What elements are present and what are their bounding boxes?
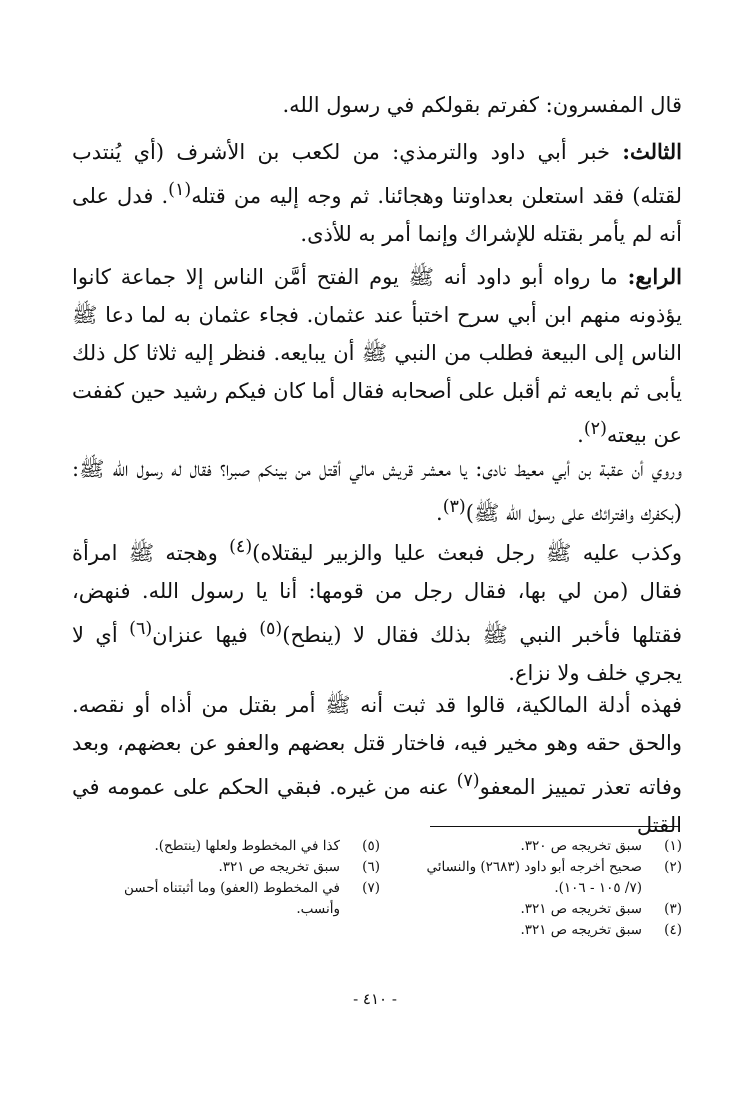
maliki-evidence-paragraph <box>72 686 682 844</box>
page-number: - ٤١٠ - <box>353 990 397 1008</box>
footnote-item <box>410 920 682 941</box>
sixth-text-c: فيها عنزان <box>152 623 260 647</box>
fifth-text: وروي أن عقبة بن أبي معيط نادى: يا معشر قريش مالي أقتل من بينكم صبرا؟ فقال له رسول الله ﷺ: (بكفرك وافترائك على رسول الله ﷺ) <box>72 457 682 525</box>
footnote-number: (٥) <box>362 838 380 854</box>
footnote-ref-4: (٤) <box>229 537 253 557</box>
footnote-number: (٢) <box>664 859 682 875</box>
sixth-text-d: أي لا يجري خلف ولا نزاع. <box>72 623 682 685</box>
footnote-item <box>80 878 380 920</box>
fourth-text-after: . <box>577 423 584 447</box>
uqba-paragraph <box>72 450 682 532</box>
footnote-text: صحيح أخرجه أبو داود (٢٦٨٣) والنسائي (٧/ ١٠٥ - ١٠٦). <box>426 859 642 896</box>
footnote-separator <box>430 826 680 827</box>
footnote-ref-6: (٦) <box>129 619 153 639</box>
footnote-item <box>410 836 682 857</box>
footnote-number: (١) <box>664 838 682 854</box>
seventh-text-b: عنه من غيره. فبقي الحكم على عمومه في القتل <box>72 775 682 837</box>
footnotes-right-column <box>410 836 682 941</box>
fourth-evidence-paragraph <box>72 258 682 454</box>
third-text: خبر أبي داود والترمذي: من لكعب بن الأشرف (أي يُنتدب لقتله) فقد استعلن بعداوتنا وهجائنا. ثم وجه إليه من قتله <box>72 140 682 208</box>
footnote-ref-2: (٢) <box>583 419 607 439</box>
footnote-text: سبق تخريجه ص ٣٢١. <box>218 859 340 875</box>
footnote-number: (٧) <box>362 880 380 896</box>
footnote-item <box>80 836 380 857</box>
footnote-item <box>410 857 682 899</box>
sixth-text-b: وهجته ﷺ امرأة فقال (من لي بها، فقال رجل من قومها: أنا يا رسول الله. فنهض، فقتلها فأخبر النبي ﷺ بذلك فقال لا (ينطح) <box>72 541 682 647</box>
footnote-text: كذا في المخطوط ولعلها (ينتطح). <box>154 838 340 854</box>
footnote-ref-5: (٥) <box>259 619 283 639</box>
footnote-text: سبق تخريجه ص ٣٢١. <box>520 922 642 938</box>
fourth-text: ما رواه أبو داود أنه ﷺ يوم الفتح أمَّن الناس إلا جماعة كانوا يؤذونه منهم ابن أبي سرح اختبأ عند عثمان. فجاء عثمان به لما دعا ﷺ الناس إلى البيعة فطلب من النبي ﷺ أن يبايعه. فنظر إليه ثلاثا كل ذلك يأبى ثم بايعه ثم أقبل على أصحابه فقال أما كان فيكم رشيد حين كففت عن بيعته <box>72 265 682 447</box>
fifth-text-after: . <box>436 501 443 525</box>
footnote-text: في المخطوط (العفو) وما أثبتناه أحسن وأنسب. <box>124 880 340 917</box>
third-evidence-paragraph <box>72 133 682 253</box>
footnote-text: سبق تخريجه ص ٣٢١. <box>520 901 642 917</box>
sixth-paragraph <box>72 528 682 692</box>
footnote-number: (٦) <box>362 859 380 875</box>
footnote-ref-7: (٧) <box>456 771 480 791</box>
sixth-text-a: وكذب عليه ﷺ رجل فبعث عليا والزبير ليقتلاه) <box>252 541 682 565</box>
intro-paragraph <box>72 86 682 124</box>
footnote-item <box>410 899 682 920</box>
footnote-number: (٤) <box>664 922 682 938</box>
fourth-label: الرابع: <box>627 264 682 289</box>
footnote-ref-3: (٣) <box>442 497 466 517</box>
third-label: الثالث: <box>622 139 682 164</box>
footnote-item <box>80 857 380 878</box>
footnote-number: (٣) <box>664 901 682 917</box>
third-text-after: . فدل على أنه لم يأمر بقتله للإشراك وإنما أمر به للأذى. <box>72 184 682 246</box>
footnote-ref-1: (١) <box>168 180 192 200</box>
footnote-text: سبق تخريجه ص ٣٢٠. <box>520 838 642 854</box>
intro-text: قال المفسرون: كفرتم بقولكم في رسول الله. <box>282 93 682 117</box>
seventh-text-a: فهذه أدلة المالكية، قالوا قد ثبت أنه ﷺ أمر بقتل من أذاه أو نقصه. والحق حقه وهو مخير فيه، فاختار قتل بعضهم والعفو عن بعضهم، وبعد وفاته تعذر تمييز المعفو <box>72 693 682 799</box>
footnotes-left-column <box>80 836 380 920</box>
